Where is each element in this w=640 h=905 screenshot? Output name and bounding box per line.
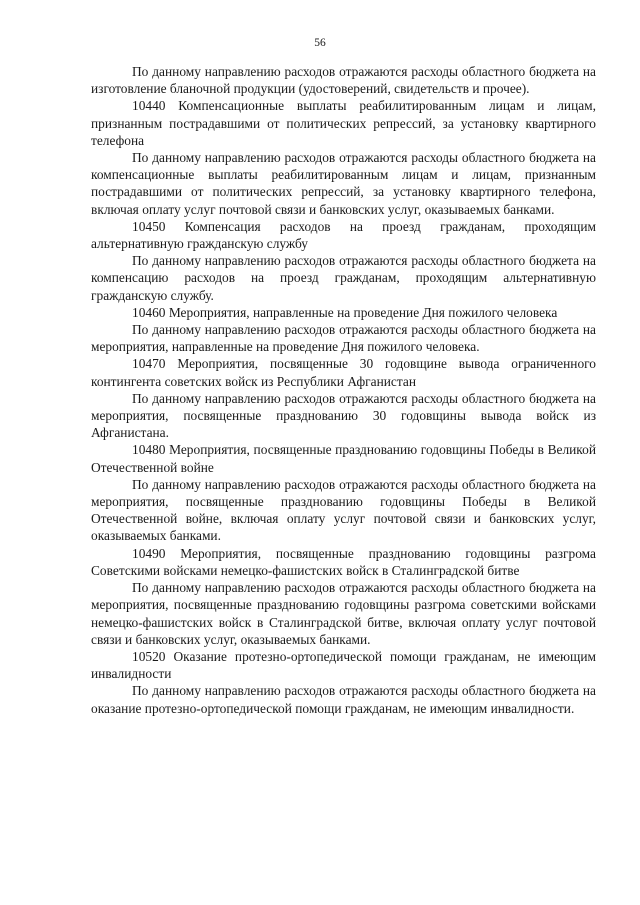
paragraph: По данному направлению расходов отражаются расходы областного бюджета на компенсационные выплаты реабилитированным лицам и лицам, признанным пострадавшими от политических репрессий, за установку квартирного телефона, включая оплату услуг почтовой связи и банковских услуг, оказываемых банками. (91, 150, 596, 217)
paragraph: По данному направлению расходов отражаются расходы областного бюджета на мероприятия, направленные на проведение Дня пожилого человека. (91, 322, 596, 355)
paragraph: По данному направлению расходов отражаются расходы областного бюджета на мероприятия, посвященные празднованию годовщины разгрома советскими войсками немецко-фашистских войск в Сталинградской битве, включая оплату услуг почтовой связи и банковских услуг, оказываемых банками. (91, 580, 596, 647)
section-heading-10480: 10480 Мероприятия, посвященные празднованию годовщины Победы в Великой Отечественной войне (91, 442, 596, 475)
page-number: 56 (314, 37, 326, 49)
paragraph: По данному направлению расходов отражаются расходы областного бюджета на компенсацию расходов на проезд гражданам, проходящим альтернативную гражданскую службу. (91, 253, 596, 303)
paragraph: По данному направлению расходов отражаются расходы областного бюджета на оказание протезно-ортопедической помощи гражданам, не имеющим инвалидности. (91, 683, 596, 716)
section-heading-10520: 10520 Оказание протезно-ортопедической помощи гражданам, не имеющим инвалидности (91, 648, 596, 682)
section-heading-10460: 10460 Мероприятия, направленные на проведение Дня пожилого человека (132, 304, 558, 320)
paragraph: По данному направлению расходов отражаются расходы областного бюджета на изготовление бланочной продукции (удостоверений, свидетельств и прочее). (91, 64, 596, 97)
section-heading-10450: 10450 Компенсация расходов на проезд гражданам, проходящим альтернативную гражданскую службу (91, 218, 596, 252)
paragraph: По данному направлению расходов отражаются расходы областного бюджета на мероприятия, посвященные празднованию 30 годовщины вывода войск из Афганистана. (91, 390, 596, 441)
document-body (91, 63, 596, 717)
paragraph: По данному направлению расходов отражаются расходы областного бюджета на мероприятия, посвященные празднованию годовщины Победы в Великой Отечественной войне, включая оплату услуг почтовой связи и банковских услуг, оказываемых банками. (91, 476, 596, 544)
section-heading-10470: 10470 Мероприятия, посвященные 30 годовщине вывода ограниченного контингента советских войск из Республики Афганистан (91, 356, 596, 389)
section-heading-10440: 10440 Компенсационные выплаты реабилитированным лицам и лицам, признанным пострадавшими от политических репрессий, за установку квартирного телефона (91, 98, 596, 148)
section-heading-10490: 10490 Мероприятия, посвященные празднованию годовщины разгрома Советскими войсками немецко-фашистских войск в Сталинградской битве (91, 545, 596, 578)
